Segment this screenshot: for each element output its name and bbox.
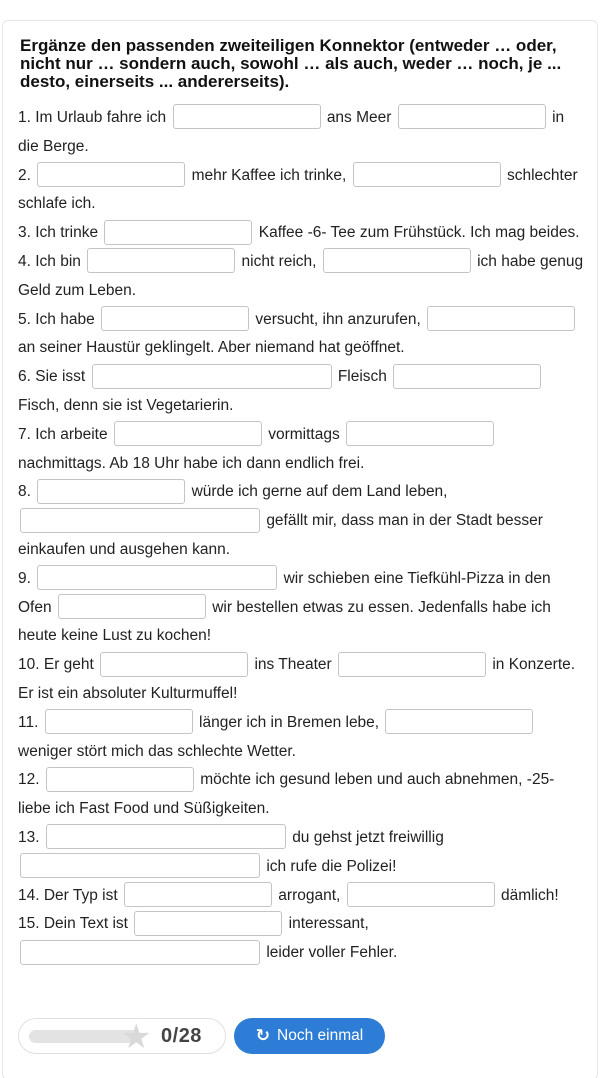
gap-input-8b[interactable]	[20, 508, 260, 533]
item-text: 10. Er geht	[18, 656, 94, 674]
item-text: Fleisch	[337, 368, 387, 386]
item-text: nicht reich,	[241, 252, 317, 270]
item-text: vormittags	[268, 425, 340, 443]
item-text: ins Theater	[254, 656, 332, 674]
gap-input-4a[interactable]	[87, 248, 235, 273]
item-text: ans Meer	[326, 109, 392, 126]
gap-input-7a[interactable]	[114, 421, 262, 446]
exercise-item-8	[18, 478, 584, 564]
gap-input-2a[interactable]	[37, 162, 185, 187]
gap-input-10b[interactable]	[338, 652, 486, 677]
item-text: 11.	[18, 713, 39, 731]
gap-input-9a[interactable]	[37, 565, 277, 590]
exercise-item-10	[18, 651, 584, 709]
gap-input-15a[interactable]	[134, 911, 282, 936]
task-title: Ergänze den passenden zweiteiligen Konnektor (entweder … oder, nicht nur … sondern auch, sowohl … als auch, weder … noch, je ... desto, einerseits ... andererseits).	[20, 36, 562, 91]
gap-input-9b[interactable]	[58, 594, 206, 619]
item-text: mehr Kaffee ich trinke,	[191, 166, 347, 184]
gap-input-5a[interactable]	[101, 306, 249, 331]
item-text: 1. Im Urlaub fahre ich	[18, 109, 167, 126]
item-text: interessant,	[288, 915, 369, 933]
exercise-item-13	[18, 824, 584, 882]
item-text: an seiner Haustür geklingelt. Aber niemand hat geöffnet.	[18, 339, 405, 357]
retry-label: Noch einmal	[277, 1027, 364, 1044]
exercise-card	[2, 20, 598, 1078]
item-text: versucht, ihn anzurufen,	[255, 310, 421, 328]
item-text: nachmittags. Ab 18 Uhr habe ich dann endlich frei.	[18, 454, 365, 472]
item-text: 2.	[18, 166, 31, 184]
item-text: ich habe genug Geld zum Leben.	[18, 252, 584, 299]
gap-input-14a[interactable]	[124, 882, 272, 907]
item-text: länger ich in Bremen lebe,	[199, 713, 380, 731]
item-text: leider voller Fehler.	[266, 944, 398, 962]
item-text: in die Berge.	[18, 109, 565, 155]
gap-input-1a[interactable]	[173, 104, 321, 129]
item-text: 13.	[18, 828, 40, 846]
star-icon: ★	[121, 1017, 152, 1057]
exercise-item-15	[18, 910, 584, 968]
gap-input-8a[interactable]	[37, 479, 185, 504]
exercise-item-6	[18, 363, 584, 421]
exercise-item-1	[18, 104, 584, 162]
item-text: wir bestellen etwas zu essen. Jedenfalls habe ich heute keine Lust zu kochen!	[18, 598, 551, 645]
item-text: 8.	[18, 483, 31, 501]
gap-input-15b[interactable]	[20, 940, 260, 965]
item-text: 6. Sie isst	[18, 368, 86, 386]
exercise-item-9	[18, 565, 584, 651]
exercise-item-5	[18, 306, 584, 364]
item-text: 3. Ich trinke	[18, 224, 99, 242]
item-text: Fisch, denn sie ist Vegetarierin.	[18, 396, 234, 414]
item-text: 14. Der Typ ist	[18, 886, 118, 904]
score-total: 28	[178, 1025, 202, 1047]
score-current: 0	[161, 1025, 173, 1047]
gap-input-1b[interactable]	[398, 104, 546, 129]
item-text: 12.	[18, 771, 40, 789]
exercise-footer	[18, 1017, 584, 1057]
item-text: in Konzerte. Er ist ein absoluter Kulturmuffel!	[18, 656, 576, 702]
exercise-item-7	[18, 421, 584, 479]
item-text: arrogant,	[278, 886, 341, 904]
score-separator: /	[172, 1025, 179, 1047]
item-text: ich rufe die Polizei!	[266, 857, 397, 875]
item-text: du gehst jetzt freiwillig	[292, 828, 444, 846]
gap-input-5b[interactable]	[427, 306, 575, 331]
item-text: würde ich gerne auf dem Land leben,	[191, 483, 448, 501]
item-text: 5. Ich habe	[18, 310, 95, 328]
exercise-item-11	[18, 709, 584, 767]
item-text: dämlich!	[500, 886, 559, 904]
gap-input-11b[interactable]	[385, 709, 533, 734]
item-text: 15. Dein Text ist	[18, 915, 128, 933]
exercise-item-4	[18, 248, 584, 306]
item-text: Kaffee -6- Tee zum Frühstück. Ich mag beides.	[258, 224, 580, 242]
item-text: weniger stört mich das schlechte Wetter.	[18, 742, 296, 760]
item-text: gefällt mir, dass man in der Stadt besser einkaufen und ausgehen kann.	[18, 512, 543, 558]
gap-input-11a[interactable]	[45, 709, 193, 734]
item-text: wir schieben eine Tiefkühl-Pizza in den Ofen	[18, 569, 551, 616]
exercise-item-3	[18, 219, 584, 248]
item-text: schlechter schlafe ich.	[18, 166, 578, 213]
exercise-item-2	[18, 162, 584, 220]
gap-input-12a[interactable]	[46, 767, 194, 792]
item-text: 9.	[18, 569, 31, 587]
item-text: möchte ich gesund leben und auch abnehmen, -25- liebe ich Fast Food und Süßigkeiten.	[18, 771, 555, 818]
gap-input-3a[interactable]	[104, 220, 252, 245]
gap-input-13a[interactable]	[46, 824, 286, 849]
refresh-icon: ↻	[255, 1025, 271, 1046]
gap-input-4b[interactable]	[323, 248, 471, 273]
item-text: 4. Ich bin	[18, 252, 81, 270]
gap-input-14b[interactable]	[347, 882, 495, 907]
score-display	[161, 1025, 202, 1048]
exercise-item-12	[18, 766, 584, 824]
exercise-item-14	[18, 882, 584, 911]
score-box	[18, 1017, 226, 1057]
gap-input-6a[interactable]	[92, 364, 332, 389]
gap-input-10a[interactable]	[100, 652, 248, 677]
gap-input-2b[interactable]	[353, 162, 501, 187]
item-text: 7. Ich arbeite	[18, 425, 108, 443]
gap-input-13b[interactable]	[20, 853, 260, 878]
gap-input-7b[interactable]	[346, 421, 494, 446]
gap-input-6b[interactable]	[393, 364, 541, 389]
retry-button[interactable]	[234, 1018, 385, 1054]
exercise-text	[18, 104, 584, 968]
